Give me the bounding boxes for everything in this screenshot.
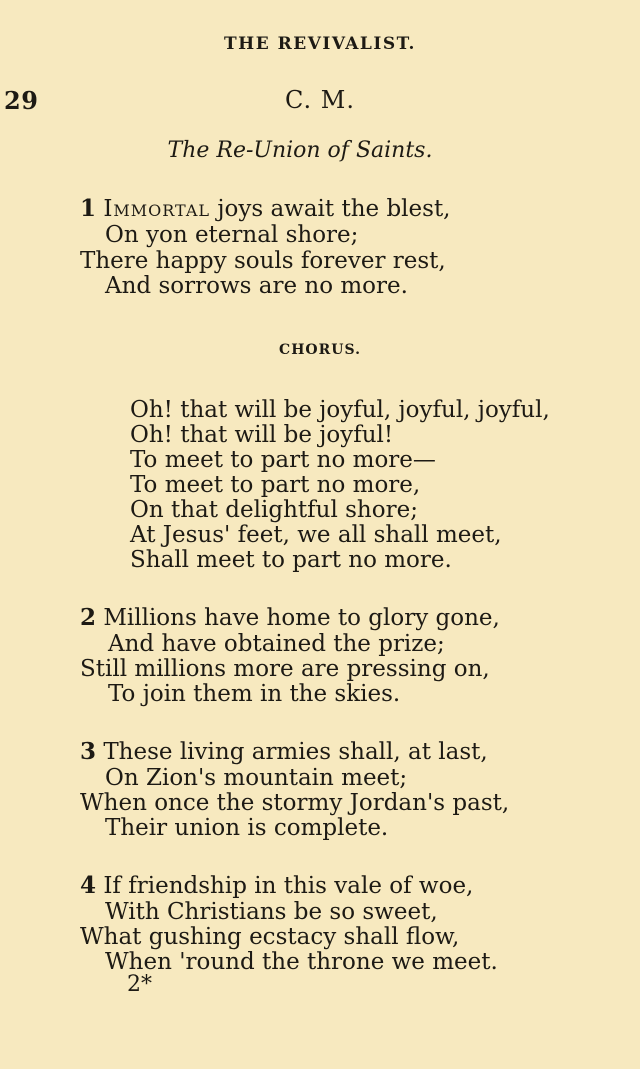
verse-3-line-4: Their union is complete. <box>105 815 389 841</box>
verse-1-line-1 <box>80 196 451 222</box>
verse-number: 3 <box>80 738 97 765</box>
verse-number: 4 <box>80 872 97 899</box>
chorus-line-2: Oh! that will be joyful! <box>130 422 394 448</box>
chorus-line-4: To meet to part no more, <box>130 472 421 498</box>
meter-label: C. M. <box>285 86 355 114</box>
verse-2-line-4: To join them in the skies. <box>108 681 401 707</box>
chorus-line-3: To meet to part no more— <box>130 447 436 473</box>
verse-4-line-2: With Christians be so sweet, <box>105 899 438 925</box>
verse-1-line-4: And sorrows are no more. <box>105 273 408 299</box>
verse-2-line-3: Still millions more are pressing on, <box>80 656 490 682</box>
signature-mark: 2* <box>127 972 152 997</box>
verse-1-first-line-rest: joys await the blest, <box>210 196 451 222</box>
verse-number: 1 <box>80 195 97 222</box>
chorus-line-5: On that delightful shore; <box>130 497 418 523</box>
chorus-label: CHORUS. <box>279 342 361 358</box>
hymn-title: The Re-Union of Saints. <box>167 138 433 163</box>
verse-1-first-word: Immortal <box>103 196 211 222</box>
verse-4-first-line: If friendship in this vale of woe, <box>103 873 474 899</box>
running-head: THE REVIVALIST. <box>224 34 416 54</box>
verse-1-line-2: On yon eternal shore; <box>105 222 359 248</box>
verse-number: 2 <box>80 604 97 631</box>
verse-3-line-1 <box>80 739 488 765</box>
verse-2-line-2: And have obtained the prize; <box>108 631 445 657</box>
verse-3-first-line: These living armies shall, at last, <box>103 739 488 765</box>
hymn-number: 29 <box>4 86 39 115</box>
chorus-line-6: At Jesus' feet, we all shall meet, <box>130 522 502 548</box>
verse-2-line-1 <box>80 605 500 631</box>
verse-4-line-4: When 'round the throne we meet. <box>105 949 498 975</box>
chorus-line-1: Oh! that will be joyful, joyful, joyful, <box>130 397 550 423</box>
verse-2-first-line: Millions have home to glory gone, <box>103 605 500 631</box>
chorus-line-7: Shall meet to part no more. <box>130 547 452 573</box>
verse-3-line-3: When once the stormy Jordan's past, <box>80 790 510 816</box>
verse-1-line-3: There happy souls forever rest, <box>80 248 446 274</box>
verse-3-line-2: On Zion's mountain meet; <box>105 765 408 791</box>
verse-4-line-3: What gushing ecstacy shall flow, <box>80 924 460 950</box>
verse-4-line-1 <box>80 873 473 899</box>
